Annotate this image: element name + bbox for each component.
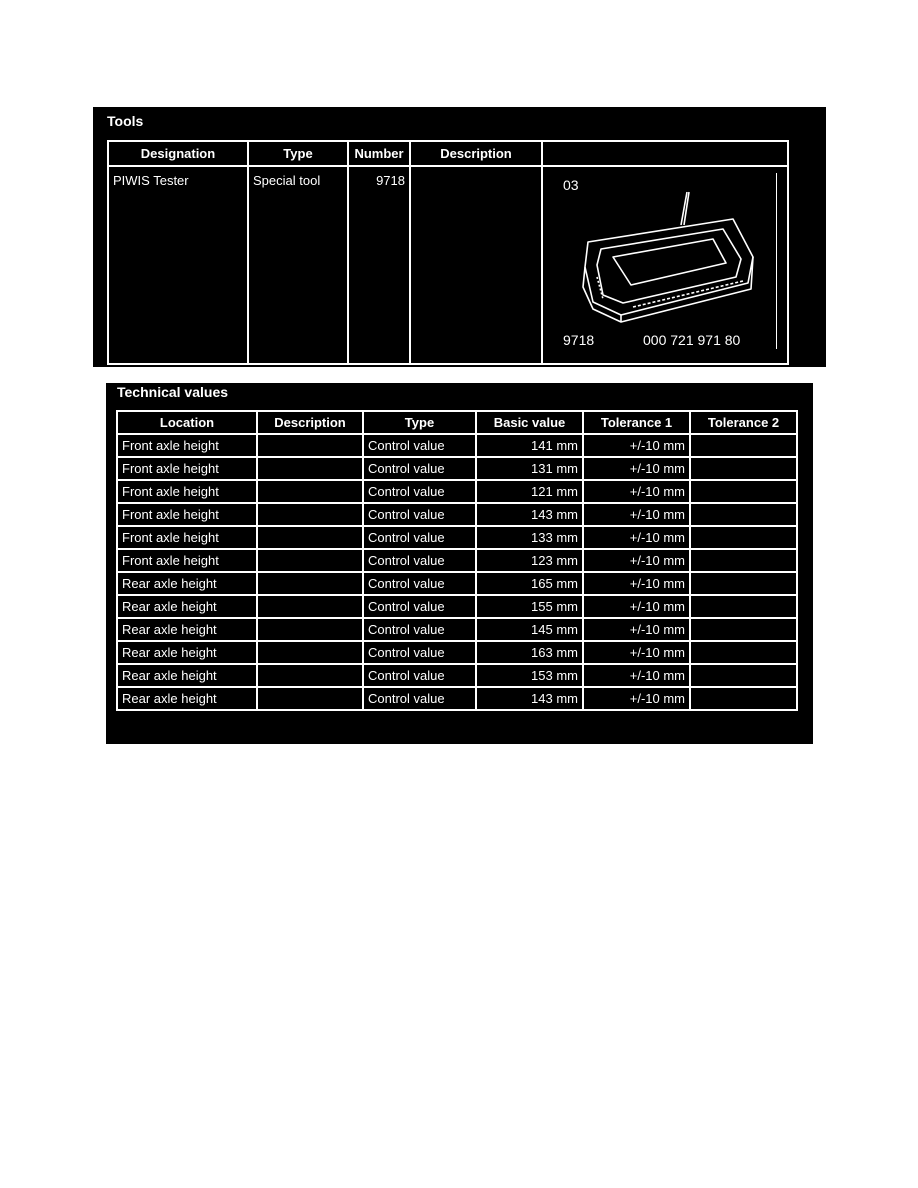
tools-panel xyxy=(93,107,826,367)
tools-cell-image xyxy=(542,166,788,364)
image-divider xyxy=(776,173,777,349)
technical-values-table xyxy=(116,410,798,711)
cell-basic-value: 163 mm xyxy=(476,641,583,664)
tools-title: Tools xyxy=(107,113,144,129)
cell-type: Control value xyxy=(363,664,476,687)
header-description: Description xyxy=(257,411,363,434)
cell-tolerance-2 xyxy=(690,572,797,595)
table-row xyxy=(117,618,797,641)
cell-tolerance-1: +/-10 mm xyxy=(583,641,690,664)
cell-location: Rear axle height xyxy=(117,664,257,687)
cell-tolerance-2 xyxy=(690,457,797,480)
cell-tolerance-1: +/-10 mm xyxy=(583,595,690,618)
header-type: Type xyxy=(363,411,476,434)
header-basic-value: Basic value xyxy=(476,411,583,434)
tool-illustration xyxy=(543,167,787,363)
image-part-number: 000 721 971 80 xyxy=(643,332,741,348)
cell-basic-value: 153 mm xyxy=(476,664,583,687)
tools-header-image xyxy=(542,141,788,166)
cell-tolerance-2 xyxy=(690,664,797,687)
tools-table xyxy=(107,140,789,365)
cell-type: Control value xyxy=(363,641,476,664)
cell-tolerance-1: +/-10 mm xyxy=(583,549,690,572)
cell-location: Rear axle height xyxy=(117,641,257,664)
cell-type: Control value xyxy=(363,503,476,526)
cell-tolerance-2 xyxy=(690,595,797,618)
cell-basic-value: 143 mm xyxy=(476,503,583,526)
cell-tolerance-2 xyxy=(690,434,797,457)
cell-description xyxy=(257,434,363,457)
cell-location: Front axle height xyxy=(117,434,257,457)
cell-type: Control value xyxy=(363,457,476,480)
tools-header-row xyxy=(108,141,788,166)
cell-basic-value: 121 mm xyxy=(476,480,583,503)
cell-type: Control value xyxy=(363,618,476,641)
cell-basic-value: 155 mm xyxy=(476,595,583,618)
table-row xyxy=(117,641,797,664)
cell-description xyxy=(257,664,363,687)
tools-cell-designation: PIWIS Tester xyxy=(108,166,248,364)
tools-cell-description xyxy=(410,166,542,364)
header-tolerance-2: Tolerance 2 xyxy=(690,411,797,434)
cell-basic-value: 123 mm xyxy=(476,549,583,572)
cell-tolerance-2 xyxy=(690,641,797,664)
cell-tolerance-2 xyxy=(690,618,797,641)
cell-type: Control value xyxy=(363,526,476,549)
cell-description xyxy=(257,595,363,618)
cell-location: Front axle height xyxy=(117,457,257,480)
table-row xyxy=(117,572,797,595)
cell-description xyxy=(257,503,363,526)
technical-values-header-row xyxy=(117,411,797,434)
tools-row xyxy=(108,166,788,364)
cell-tolerance-2 xyxy=(690,526,797,549)
cell-tolerance-1: +/-10 mm xyxy=(583,687,690,710)
tools-cell-type: Special tool xyxy=(248,166,348,364)
table-row xyxy=(117,549,797,572)
cell-type: Control value xyxy=(363,595,476,618)
header-tolerance-1: Tolerance 1 xyxy=(583,411,690,434)
cell-tolerance-1: +/-10 mm xyxy=(583,526,690,549)
table-row xyxy=(117,687,797,710)
cell-type: Control value xyxy=(363,480,476,503)
tools-cell-number: 9718 xyxy=(348,166,410,364)
cell-location: Rear axle height xyxy=(117,618,257,641)
image-top-label: 03 xyxy=(563,177,579,193)
cell-tolerance-2 xyxy=(690,503,797,526)
cell-basic-value: 133 mm xyxy=(476,526,583,549)
cell-type: Control value xyxy=(363,572,476,595)
cell-tolerance-1: +/-10 mm xyxy=(583,503,690,526)
tools-header-type: Type xyxy=(248,141,348,166)
technical-values-body xyxy=(117,434,797,710)
cell-tolerance-2 xyxy=(690,687,797,710)
cell-tolerance-2 xyxy=(690,549,797,572)
cell-description xyxy=(257,457,363,480)
cell-description xyxy=(257,618,363,641)
tools-header-designation: Designation xyxy=(108,141,248,166)
cell-description xyxy=(257,480,363,503)
cell-tolerance-1: +/-10 mm xyxy=(583,457,690,480)
technical-values-panel xyxy=(106,383,813,744)
header-location: Location xyxy=(117,411,257,434)
cell-description xyxy=(257,687,363,710)
cell-basic-value: 145 mm xyxy=(476,618,583,641)
image-tool-number: 9718 xyxy=(563,332,595,348)
technical-values-title: Technical values xyxy=(117,384,229,400)
cell-tolerance-1: +/-10 mm xyxy=(583,480,690,503)
cell-basic-value: 165 mm xyxy=(476,572,583,595)
table-row xyxy=(117,664,797,687)
cell-description xyxy=(257,526,363,549)
cell-basic-value: 131 mm xyxy=(476,457,583,480)
cell-basic-value: 143 mm xyxy=(476,687,583,710)
cell-location: Front axle height xyxy=(117,503,257,526)
cell-type: Control value xyxy=(363,687,476,710)
cell-location: Rear axle height xyxy=(117,595,257,618)
cell-location: Rear axle height xyxy=(117,572,257,595)
cell-description xyxy=(257,572,363,595)
cell-type: Control value xyxy=(363,549,476,572)
cell-tolerance-2 xyxy=(690,480,797,503)
cell-type: Control value xyxy=(363,434,476,457)
table-row xyxy=(117,480,797,503)
cell-location: Front axle height xyxy=(117,526,257,549)
table-row xyxy=(117,457,797,480)
cell-basic-value: 141 mm xyxy=(476,434,583,457)
table-row xyxy=(117,595,797,618)
table-row xyxy=(117,526,797,549)
cell-tolerance-1: +/-10 mm xyxy=(583,664,690,687)
table-row xyxy=(117,503,797,526)
piwis-tester-icon xyxy=(573,187,773,337)
tools-header-description: Description xyxy=(410,141,542,166)
cell-tolerance-1: +/-10 mm xyxy=(583,572,690,595)
cell-tolerance-1: +/-10 mm xyxy=(583,434,690,457)
cell-location: Front axle height xyxy=(117,549,257,572)
cell-tolerance-1: +/-10 mm xyxy=(583,618,690,641)
tools-header-number: Number xyxy=(348,141,410,166)
cell-description xyxy=(257,641,363,664)
cell-location: Rear axle height xyxy=(117,687,257,710)
cell-location: Front axle height xyxy=(117,480,257,503)
table-row xyxy=(117,434,797,457)
cell-description xyxy=(257,549,363,572)
